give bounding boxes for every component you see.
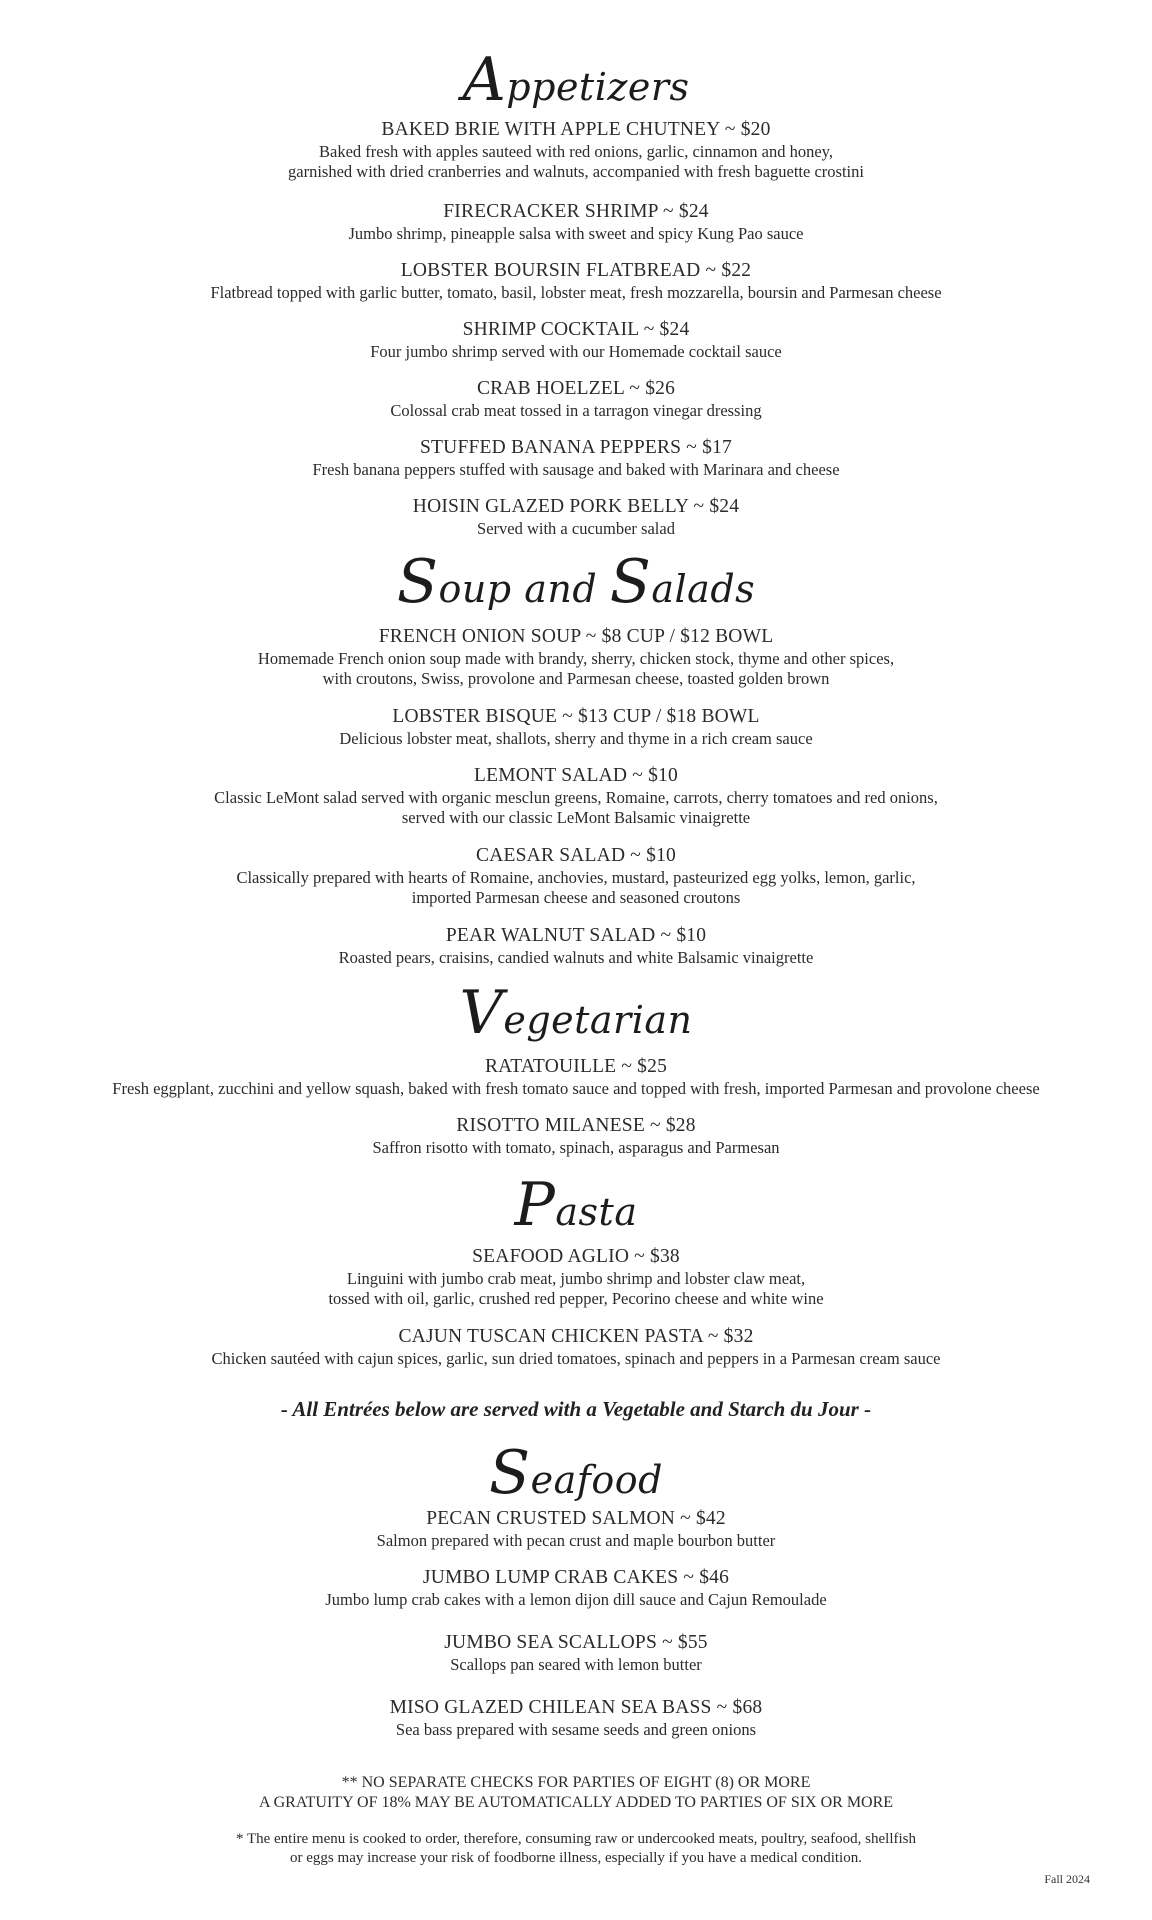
item-name: FRENCH ONION SOUP ~ $8 CUP / $12 BOWL [378, 626, 774, 647]
item-description: served with our classic LeMont Balsamic vinaigrette [401, 808, 751, 827]
menu-item [0, 1325, 1152, 1375]
item-name: JUMBO LUMP CRAB CAKES ~ $46 [422, 1567, 730, 1588]
seafood-items [0, 1507, 1152, 1746]
warning-line: or eggs may increase your risk of foodborne illness, especially if you have a medical condition. [290, 1850, 862, 1866]
item-name: RATATOUILLE ~ $25 [484, 1056, 668, 1077]
vegetarian-items [0, 1055, 1152, 1164]
item-name: LOBSTER BOURSIN FLATBREAD ~ $22 [400, 260, 752, 281]
warning-line: * The entire menu is cooked to order, therefore, consuming raw or undercooked meats, poultry, seafood, shellfish [235, 1831, 917, 1847]
item-name: STUFFED BANANA PEPPERS ~ $17 [420, 437, 732, 458]
item-description: imported Parmesan cheese and seasoned croutons [411, 888, 741, 907]
pasta-heading: Pasta [514, 1170, 638, 1240]
food-warning [0, 1830, 1152, 1868]
item-name: SEAFOOD AGLIO ~ $38 [472, 1246, 680, 1267]
menu-item [0, 495, 1152, 545]
menu-item [0, 377, 1152, 436]
policy-line: ** NO SEPARATE CHECKS FOR PARTIES OF EIGHT (8) OR MORE [341, 1774, 811, 1791]
seafood-heading: Seafood [489, 1438, 663, 1508]
party-policy [0, 1773, 1152, 1813]
item-name: CRAB HOELZEL ~ $26 [476, 378, 676, 399]
item-description: Fresh eggplant, zucchini and yellow squash, baked with fresh tomato sauce and topped with fresh, imported Parmesan and provolone cheese [112, 1079, 1040, 1098]
item-description: Fresh banana peppers stuffed with sausage and baked with Marinara and cheese [312, 460, 840, 479]
menu-item [0, 1507, 1152, 1566]
item-description: Colossal crab meat tossed in a tarragon vinegar dressing [390, 401, 762, 420]
menu-item [0, 1631, 1152, 1696]
item-name: BAKED BRIE WITH APPLE CHUTNEY ~ $20 [381, 119, 771, 140]
seafood-section [0, 1438, 1152, 1508]
item-description: Delicious lobster meat, shallots, sherry and thyme in a rich cream sauce [339, 729, 813, 748]
item-name: SHRIMP COCKTAIL ~ $24 [462, 319, 690, 340]
item-description: Baked fresh with apples sauteed with red onions, garlic, cinnamon and honey, [319, 142, 833, 161]
menu-item [0, 1114, 1152, 1164]
item-description: Salmon prepared with pecan crust and maple bourbon butter [376, 1531, 776, 1550]
policy-line: A GRATUITY OF 18% MAY BE AUTOMATICALLY ADDED TO PARTIES OF SIX OR MORE [258, 1794, 894, 1811]
item-name: HOISIN GLAZED PORK BELLY ~ $24 [412, 496, 740, 517]
soups-section [0, 547, 1152, 617]
item-description: Sea bass prepared with sesame seeds and green onions [395, 1720, 757, 1739]
item-description: garnished with dried cranberries and walnuts, accompanied with fresh baguette crostini [288, 162, 864, 181]
menu-item [0, 259, 1152, 318]
soups-heading: Soup and Salads [396, 547, 756, 617]
menu-item [0, 1245, 1152, 1325]
item-name: LEMONT SALAD ~ $10 [474, 765, 678, 786]
item-description: Scallops pan seared with lemon butter [450, 1655, 702, 1674]
item-description: Four jumbo shrimp served with our Homemade cocktail sauce [370, 342, 782, 361]
item-name: CAJUN TUSCAN CHICKEN PASTA ~ $32 [398, 1326, 754, 1347]
vegetarian-section [0, 978, 1152, 1048]
menu-item [0, 1055, 1152, 1114]
appetizers-items [0, 118, 1152, 545]
menu-item [0, 705, 1152, 764]
appetizers-heading: Appetizers [462, 45, 690, 115]
item-name: LOBSTER BISQUE ~ $13 CUP / $18 BOWL [392, 706, 760, 727]
item-description: Saffron risotto with tomato, spinach, asparagus and Parmesan [372, 1138, 780, 1157]
menu-item [0, 318, 1152, 377]
item-description: Jumbo lump crab cakes with a lemon dijon dill sauce and Cajun Remoulade [325, 1590, 827, 1609]
item-description: Flatbread topped with garlic butter, tomato, basil, lobster meat, fresh mozzarella, boursin and Parmesan cheese [210, 283, 942, 302]
item-description: Linguini with jumbo crab meat, jumbo shrimp and lobster claw meat, [346, 1269, 806, 1288]
soups-items [0, 625, 1152, 974]
item-description: with croutons, Swiss, provolone and Parmesan cheese, toasted golden brown [322, 669, 830, 688]
menu-item [0, 118, 1152, 200]
item-description: Classic LeMont salad served with organic mesclun greens, Romaine, carrots, cherry tomatoes and red onions, [214, 788, 938, 807]
item-description: Chicken sautéed with cajun spices, garlic, sun dried tomatoes, spinach and peppers in a Parmesan cream sauce [211, 1349, 941, 1368]
menu-item [0, 1566, 1152, 1631]
menu-item [0, 436, 1152, 495]
item-name: MISO GLAZED CHILEAN SEA BASS ~ $68 [389, 1697, 763, 1718]
item-name: JUMBO SEA SCALLOPS ~ $55 [444, 1632, 708, 1653]
item-description: Served with a cucumber salad [477, 519, 675, 538]
menu-item [0, 924, 1152, 974]
menu-item [0, 200, 1152, 259]
item-name: PECAN CRUSTED SALMON ~ $42 [426, 1508, 726, 1529]
item-description: tossed with oil, garlic, crushed red pepper, Pecorino cheese and white wine [328, 1289, 824, 1308]
item-name: CAESAR SALAD ~ $10 [476, 845, 676, 866]
menu-item [0, 844, 1152, 924]
pasta-items [0, 1245, 1152, 1375]
entree-note: - All Entrées below are served with a Vegetable and Starch du Jour - [280, 1397, 872, 1421]
item-name: RISOTTO MILANESE ~ $28 [456, 1115, 696, 1136]
item-description: Roasted pears, craisins, candied walnuts and white Balsamic vinaigrette [338, 948, 814, 967]
item-description: Classically prepared with hearts of Romaine, anchovies, mustard, pasteurized egg yolks, lemon, garlic, [236, 868, 916, 887]
pasta-section [0, 1170, 1152, 1240]
item-description: Homemade French onion soup made with brandy, sherry, chicken stock, thyme and other spices, [257, 649, 895, 668]
menu-item [0, 764, 1152, 844]
item-description: Jumbo shrimp, pineapple salsa with sweet and spicy Kung Pao sauce [348, 224, 804, 243]
item-name: FIRECRACKER SHRIMP ~ $24 [443, 201, 709, 222]
menu-item [0, 1696, 1152, 1746]
season-label: Fall 2024 [1044, 1872, 1090, 1886]
item-name: PEAR WALNUT SALAD ~ $10 [445, 925, 707, 946]
appetizers-section [0, 45, 1152, 122]
menu-item [0, 625, 1152, 705]
vegetarian-heading: Vegetarian [459, 978, 693, 1048]
